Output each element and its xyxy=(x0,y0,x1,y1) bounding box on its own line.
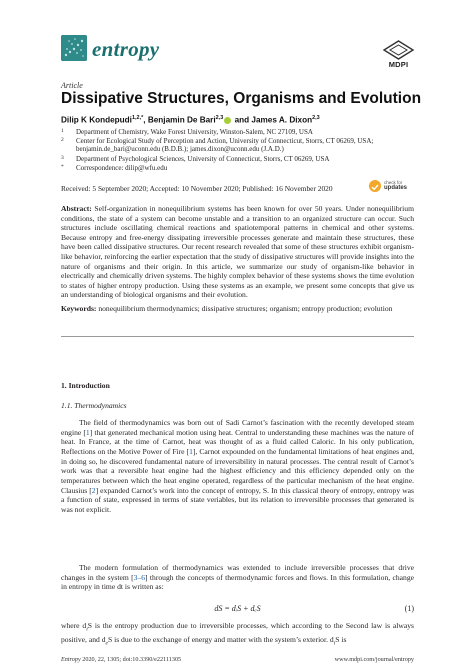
citation-link[interactable]: 2 xyxy=(91,485,96,495)
subscript: e xyxy=(105,640,108,647)
author-affiliation-marker: 2,3 xyxy=(312,115,320,121)
author-separator: , xyxy=(143,115,148,125)
body-text: S is xyxy=(335,635,347,645)
author-affiliation-marker: 2,3 xyxy=(215,115,224,121)
check-updates-label: updates xyxy=(384,185,408,191)
keywords xyxy=(61,304,414,314)
section-divider xyxy=(61,336,414,337)
body-text: The modern formulation of thermodynamics was extended to include irreversible processes that drive changes in the system [ xyxy=(61,563,414,582)
entropy-logo-icon xyxy=(61,35,87,61)
author-list xyxy=(61,115,320,125)
check-updates-label: check for xyxy=(384,180,403,185)
affiliation-number: 3 xyxy=(61,155,64,161)
subsection-heading: 1.1. Thermodynamics xyxy=(61,401,127,410)
citation-link[interactable]: 1 xyxy=(189,446,193,456)
abstract xyxy=(61,204,414,300)
body-text: ] expanded Carnot’s work into the concept of entropy, S. In this classical theory of entropy, entropy was a function of state, expressed in terms of state veriables, but its relation to irreversible processes that generated is was not explicit. xyxy=(61,485,415,514)
affiliation-number: * xyxy=(61,164,64,170)
footer-doi: 2020, 22, 1305; doi:10.3390/e22111305 xyxy=(80,656,182,663)
body-paragraph xyxy=(61,563,414,592)
footer-citation xyxy=(61,656,181,663)
keywords-text: nonequilibrium thermodynamics; dissipative structures; organism; entropy production; evolution xyxy=(96,304,393,313)
check-for-updates-button[interactable] xyxy=(369,180,413,194)
equation-number: (1) xyxy=(404,604,414,613)
keywords-label: Keywords: xyxy=(61,304,97,313)
correspondence-text: Correspondence: dilip@wfu.edu xyxy=(76,164,168,172)
subscript: i xyxy=(333,640,336,647)
author-name: Benjamin De Bari xyxy=(147,115,216,125)
body-text: ] through the concepts of thermodynamic forces and flows. In this formulation, change in entropy in time dt is written as: xyxy=(61,572,414,592)
journal-name: entropy xyxy=(92,37,160,61)
citation-link[interactable]: 1 xyxy=(85,427,90,437)
check-updates-icon xyxy=(369,180,381,192)
affiliation-text: Department of Chemistry, Wake Forest University, Winston-Salem, NC 27109, USA xyxy=(76,128,313,136)
affiliation-number: 1 xyxy=(61,128,64,134)
citation-link[interactable]: 3–6 xyxy=(133,572,146,582)
equation-block xyxy=(61,604,414,614)
affiliation-text: Department of Psychological Sciences, University of Connecticut, Storrs, CT 06269, USA xyxy=(76,155,330,163)
body-text: ], Carnot expounded on the fundamental limitations of heat engines and, in doing so, he discovered fundamental nature of irreversibility in natural processes. The central result of Carnot’s work was that a reversible heat engine had the highest efficiency and this efficiency depended only on the temperatures between which the heat engine operated, regardless of the particular mechanism of the heat engine. Clausius [ xyxy=(61,446,414,495)
section-heading: 1. Introduction xyxy=(61,381,110,390)
author-affiliation-marker: 1,2,* xyxy=(131,115,144,121)
footer-journal: Entropy xyxy=(61,656,81,663)
body-paragraph xyxy=(61,621,414,649)
affiliation-text: Center for Ecological Study of Perception and Action, University of Connecticut, Storrs, CT 06269, USA; benjamin.de_bari@uconn.edu (B.D.B.); james.dixon@uconn.edu (J.A.D.) xyxy=(76,137,374,154)
article-type-label: Article xyxy=(61,81,83,90)
author-separator: and xyxy=(232,115,252,125)
abstract-text: Self-organization in nonequilibrium systems has been known for over 50 years. Under nonequilibrium conditions, the state of a system can become unstable and a transition to an organized structure can occur. Such structures include oscillating chemical reactions and spatiotemporal patterns in chemical and other systems. Because entropy and free-energy dissipating irreversible processes generate and maintain these structures, these have been called dissipative structures. Our recent research revealed that some of these structures exhibit organism-like behavior, reinforcing the earlier expectation that the study of dissipative structures will provide insights into the nature of organisms and their origin. In this article, we summarize our study of organism-like behavior in electrically and chemically driven systems. The highly complex behavior of these systems shows the time evolution to states of higher entropy production. Using these systems as an example, we present some concepts that give us an understanding of biological organisms and their evolution. xyxy=(61,204,414,300)
publication-dates: Received: 5 September 2020; Accepted: 10 November 2020; Published: 16 November 2020 xyxy=(61,184,333,193)
article-title: Dissipative Structures, Organisms and Evolution xyxy=(61,90,422,107)
orcid-icon[interactable] xyxy=(224,117,231,124)
body-text: The field of thermodynamics was born out of Sadi Carnot’s fascination with the recently developed steam engine [ xyxy=(61,418,414,437)
body-text: where d xyxy=(61,621,87,630)
body-text: S is due to the exchange of energy and matter with the system’s exterior. d xyxy=(107,635,334,645)
mdpi-logo-icon xyxy=(382,40,415,60)
subscript: i xyxy=(86,626,88,633)
footer-url-link[interactable]: www.mdpi.com/journal/entropy xyxy=(334,656,414,663)
affiliation-number: 2 xyxy=(61,137,64,143)
equation: dS = dᵢS + dₑS xyxy=(214,604,261,613)
author-name: James A. Dixon xyxy=(251,115,313,125)
body-paragraph xyxy=(61,418,414,515)
publisher-name: MDPI xyxy=(388,60,409,69)
body-text: S is the entropy production due to irreversible processes, which according to the Second law is always positive, and d xyxy=(61,621,415,645)
author-name: Dilip K Kondepudi xyxy=(61,115,132,125)
abstract-label: Abstract: xyxy=(61,204,92,213)
body-text: ] that generated mechanical motion using heat. Central to understanding these machines was the nature of heat. In France, at the time of Carnot, heat was thought of as a fluid called Caloric. In his only publication, Reflections on the Motive Power of Fire [ xyxy=(61,427,414,456)
